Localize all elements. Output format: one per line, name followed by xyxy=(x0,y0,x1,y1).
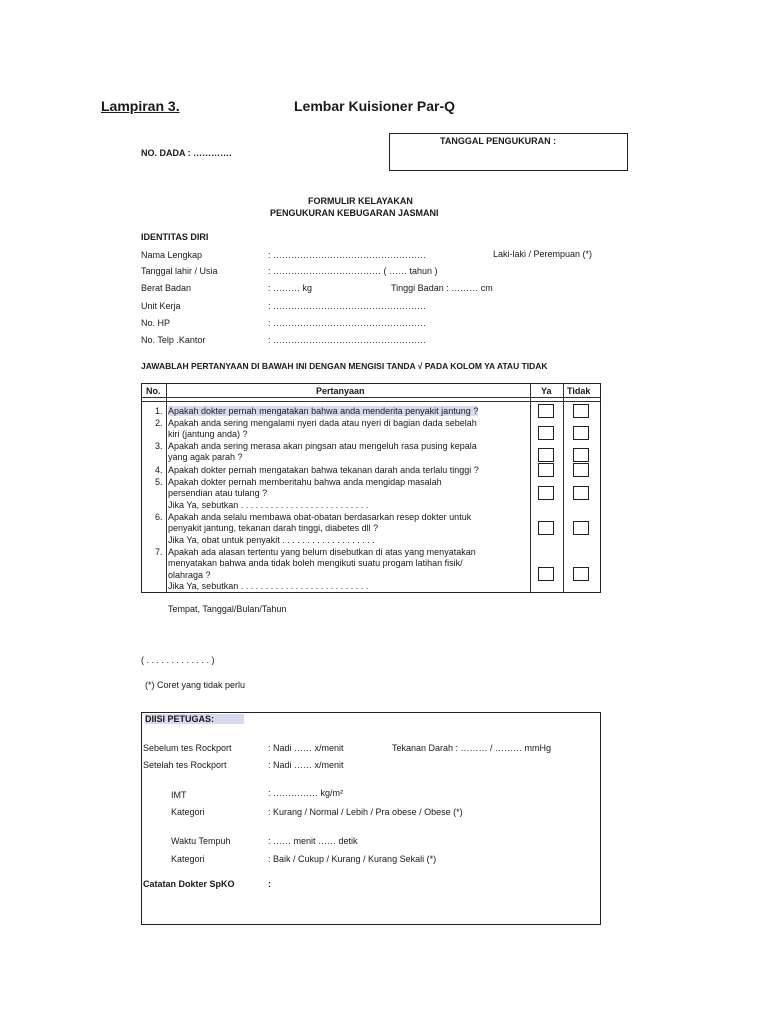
imt-value[interactable]: : …………… kg/m² xyxy=(268,788,344,798)
checkbox-ya-2[interactable] xyxy=(538,426,554,440)
field-value-unit-kerja[interactable]: : …………………………………………… xyxy=(268,301,427,311)
question-number: 3. xyxy=(155,441,163,451)
waktu-tempuh-value[interactable]: : …… menit …… detik xyxy=(268,836,358,846)
question-text: persendian atau tulang ? xyxy=(168,488,268,498)
checkbox-tidak-2[interactable] xyxy=(573,426,589,440)
question-text: Apakah anda selalu membawa obat-obatan berdasarkan resep dokter untuk xyxy=(168,512,472,522)
question-number: 4. xyxy=(155,465,163,475)
question-text: penyakit jantung, tekanan darah tinggi, diabetes dll ? xyxy=(168,523,379,533)
question-text: Apakah anda sering mengalami nyeri dada atau nyeri di bagian dada sebelah xyxy=(168,418,477,428)
setelah-value[interactable]: : Nadi …… x/menit xyxy=(268,760,344,770)
question-number: 6. xyxy=(155,512,163,522)
footnote: (*) Coret yang tidak perlu xyxy=(145,680,246,690)
field-label-telp: No. Telp .Kantor xyxy=(141,335,206,345)
checkbox-ya-3[interactable] xyxy=(538,448,554,462)
tanggal-pengukuran-box[interactable] xyxy=(389,133,628,171)
table-col-divider-ya xyxy=(530,383,531,593)
checkbox-ya-4[interactable] xyxy=(538,463,554,477)
question-text: Apakah dokter pernah memberitahu bahwa anda mengidap masalah xyxy=(168,477,442,487)
kategori-waktu-options[interactable]: : Baik / Cukup / Kurang / Kurang Sekali (*) xyxy=(268,854,437,864)
identitas-heading: IDENTITAS DIRI xyxy=(141,232,209,242)
field-value-nama[interactable]: : …………………………………………… xyxy=(268,250,427,260)
sebelum-label: Sebelum tes Rockport xyxy=(143,743,232,753)
form-title-line2: PENGUKURAN KEBUGARAN JASMANI xyxy=(270,208,439,218)
table-col-divider-no xyxy=(166,383,167,593)
checkbox-tidak-7[interactable] xyxy=(573,567,589,581)
checkbox-ya-5[interactable] xyxy=(538,486,554,500)
field-value-telp[interactable]: : …………………………………………… xyxy=(268,335,427,345)
question-text: yang agak parah ? xyxy=(168,452,243,462)
question-text: menyatakan bahwa anda tidak boleh mengikuti suatu progam latihan fisik/ xyxy=(168,558,463,568)
question-text: Jika Ya, sebutkan . . . . . . . . . . . . . . . . . . . . . . . . . . xyxy=(168,581,369,591)
question-number: 7. xyxy=(155,547,163,557)
question-text: Apakah anda sering merasa akan pingsan atau mengeluh rasa pusing kepala xyxy=(168,441,477,451)
field-label-unit-kerja: Unit Kerja xyxy=(141,301,181,311)
tinggi-badan-field[interactable]: Tinggi Badan : ……… cm xyxy=(391,283,493,293)
question-number: 2. xyxy=(155,418,163,428)
catatan-label: Catatan Dokter SpKO xyxy=(143,879,235,889)
checkbox-tidak-5[interactable] xyxy=(573,486,589,500)
field-label-tanggal-lahir: Tanggal lahir / Usia xyxy=(141,266,218,276)
question-text: kiri (jantung anda) ? xyxy=(168,429,248,439)
question-text: Jika Ya, sebutkan . . . . . . . . . . . . . . . . . . . . . . . . . . xyxy=(168,500,369,510)
field-label-nama: Nama Lengkap xyxy=(141,250,203,260)
field-value-tanggal-lahir[interactable]: : ……………………………… ( …… tahun ) xyxy=(268,266,438,276)
place-date-label: Tempat, Tanggal/Bulan/Tahun xyxy=(168,604,287,614)
gender-option[interactable]: Laki-laki / Perempuan (*) xyxy=(493,249,593,259)
no-dada-field[interactable]: NO. DADA : …………. xyxy=(141,148,232,158)
field-label-berat: Berat Badan xyxy=(141,283,192,293)
table-header-pertanyaan: Pertanyaan xyxy=(316,386,365,396)
question-text: Apakah dokter pernah mengatakan bahwa anda menderita penyakit jantung ? xyxy=(168,406,479,416)
question-number: 1. xyxy=(155,406,163,416)
checkbox-ya-7[interactable] xyxy=(538,567,554,581)
kategori-waktu-label: Kategori xyxy=(171,854,205,864)
imt-label: IMT xyxy=(171,790,187,800)
waktu-tempuh-label: Waktu Tempuh xyxy=(171,836,231,846)
table-header-no: No. xyxy=(146,386,161,396)
instruction-text: JAWABLAH PERTANYAAN DI BAWAH INI DENGAN MENGISI TANDA √ PADA KOLOM YA ATAU TIDAK xyxy=(141,361,548,371)
checkbox-tidak-1[interactable] xyxy=(573,404,589,418)
field-value-berat[interactable]: : ……… kg xyxy=(268,283,313,293)
catatan-field[interactable]: : xyxy=(268,879,271,889)
page-title: Lembar Kuisioner Par-Q xyxy=(294,98,456,114)
kategori-imt-options[interactable]: : Kurang / Normal / Lebih / Pra obese / Obese (*) xyxy=(268,807,463,817)
sebelum-value[interactable]: : Nadi …… x/menit xyxy=(268,743,344,753)
checkbox-tidak-3[interactable] xyxy=(573,448,589,462)
question-text: Apakah dokter pernah mengatakan bahwa tekanan darah anda terlalu tinggi ? xyxy=(168,465,479,475)
tekanan-darah-field[interactable]: Tekanan Darah : ……… / ……… mmHg xyxy=(392,743,552,753)
question-text: olahraga ? xyxy=(168,570,211,580)
question-text: Jika Ya, obat untuk penyakit . . . . . . . . . . . . . . . . . . . xyxy=(168,535,375,545)
kategori-imt-label: Kategori xyxy=(171,807,205,817)
setelah-label: Setelah tes Rockport xyxy=(143,760,227,770)
question-number: 5. xyxy=(155,477,163,487)
question-text: Apakah ada alasan tertentu yang belum disebutkan di atas yang menyatakan xyxy=(168,547,476,557)
checkbox-tidak-6[interactable] xyxy=(573,521,589,535)
form-title-line1: FORMULIR KELAYAKAN xyxy=(308,196,413,206)
table-header-divider-2 xyxy=(141,401,601,402)
signature-name-line[interactable]: ( . . . . . . . . . . . . . ) xyxy=(141,655,215,665)
tanggal-pengukuran-label: TANGGAL PENGUKURAN : xyxy=(440,136,557,146)
table-header-ya: Ya xyxy=(541,386,552,396)
field-label-hp: No. HP xyxy=(141,318,171,328)
checkbox-ya-1[interactable] xyxy=(538,404,554,418)
checkbox-ya-6[interactable] xyxy=(538,521,554,535)
lampiran-label: Lampiran 3. xyxy=(101,98,180,114)
table-col-divider-tidak xyxy=(563,383,564,593)
field-value-hp[interactable]: : …………………………………………… xyxy=(268,318,427,328)
table-header-divider xyxy=(141,397,601,398)
checkbox-tidak-4[interactable] xyxy=(573,463,589,477)
petugas-heading: DIISI PETUGAS: xyxy=(145,714,244,724)
table-header-tidak: Tidak xyxy=(567,386,591,396)
